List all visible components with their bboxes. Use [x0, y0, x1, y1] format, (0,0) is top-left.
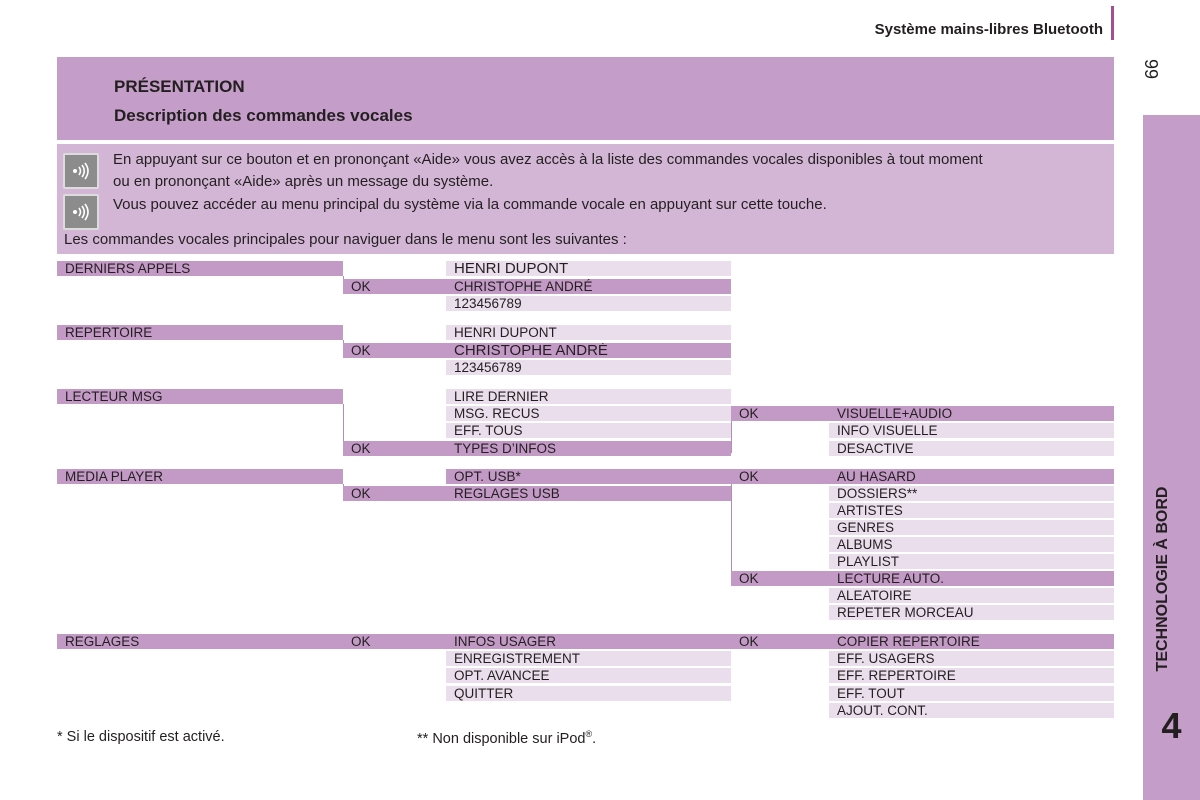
ok-label: OK — [343, 279, 446, 294]
menu-item: CHRISTOPHE ANDRÉ — [446, 279, 731, 294]
footnote-1: * Si le dispositif est activé. — [57, 729, 225, 745]
ok-label: OK — [343, 343, 446, 358]
menu-item: ENREGISTREMENT — [446, 651, 731, 666]
menu-item: LIRE DERNIER — [446, 389, 731, 404]
ok-label: OK — [731, 406, 829, 421]
menu-subitem: PLAYLIST — [829, 554, 1114, 569]
page-number: 99 — [1141, 58, 1161, 80]
ok-label: OK — [343, 634, 446, 649]
menu-item: MSG. RECUS — [446, 406, 731, 421]
ok-label: OK — [343, 441, 446, 456]
section-title: Système mains-libres Bluetooth — [874, 21, 1103, 38]
menu-subitem: ALEATOIRE — [829, 588, 1114, 603]
registered-mark: ® — [585, 729, 593, 739]
info-paragraph-2: Vous pouvez accéder au menu principal du système via la commande vocale en appuyant sur cette touche. — [113, 196, 827, 213]
header-divider — [1111, 6, 1114, 40]
chapter-number: 4 — [1161, 705, 1182, 746]
menu-subitem: REPETER MORCEAU — [829, 605, 1114, 620]
tree-connector — [731, 484, 732, 572]
ok-label: OK — [343, 486, 446, 501]
footnote-2-end: . — [592, 730, 597, 747]
page-subheading: Description des commandes vocales — [114, 106, 413, 125]
menu-subitem: GENRES — [829, 520, 1114, 535]
menu-media-player: MEDIA PLAYER — [57, 469, 343, 484]
ok-label: OK — [731, 469, 829, 484]
footnote-2-text: ** Non disponible sur iPod — [417, 730, 586, 747]
menu-subitem: ALBUMS — [829, 537, 1114, 552]
menu-item: HENRI DUPONT — [446, 325, 731, 340]
menu-repertoire: REPERTOIRE — [57, 325, 343, 340]
menu-item: INFOS USAGER — [446, 634, 731, 649]
ok-label: OK — [731, 634, 829, 649]
menu-subitem: INFO VISUELLE — [829, 423, 1114, 438]
info-paragraph-1-line-1: En appuyant sur ce bouton et en prononçant «Aide» vous avez accès à la liste des commandes vocales disponibles à tout moment — [113, 151, 983, 168]
footnote-2 — [417, 729, 596, 747]
menu-item: QUITTER — [446, 686, 731, 701]
chapter-tab-label: TECHNOLOGIE À BORD — [1154, 486, 1171, 672]
voice-command-icon — [63, 194, 99, 230]
menu-item: 123456789 — [446, 360, 731, 375]
menu-item: CHRISTOPHE ANDRÉ — [446, 343, 731, 358]
menu-subitem: LECTURE AUTO. — [829, 571, 1114, 586]
info-paragraph-3: Les commandes vocales principales pour naviguer dans le menu sont les suivantes : — [64, 231, 627, 248]
menu-subitem: DOSSIERS** — [829, 486, 1114, 501]
ok-label: OK — [731, 571, 829, 586]
voice-command-icon — [63, 153, 99, 189]
menu-subitem: EFF. USAGERS — [829, 651, 1114, 666]
menu-subitem: EFF. TOUT — [829, 686, 1114, 701]
menu-item: OPT. AVANCEE — [446, 668, 731, 683]
tree-connector — [343, 404, 344, 441]
menu-subitem: ARTISTES — [829, 503, 1114, 518]
menu-subitem: AJOUT. CONT. — [829, 703, 1114, 718]
menu-item: OPT. USB* — [446, 469, 731, 484]
menu-subitem: COPIER REPERTOIRE — [829, 634, 1114, 649]
menu-subitem: AU HASARD — [829, 469, 1114, 484]
menu-item: 123456789 — [446, 296, 731, 311]
menu-item: HENRI DUPONT — [446, 261, 731, 276]
menu-lecteur-msg: LECTEUR MSG — [57, 389, 343, 404]
menu-derniers-appels: DERNIERS APPELS — [57, 261, 343, 276]
menu-subitem: EFF. REPERTOIRE — [829, 668, 1114, 683]
menu-subitem: VISUELLE+AUDIO — [829, 406, 1114, 421]
menu-reglages: REGLAGES — [57, 634, 343, 649]
menu-item: TYPES D’INFOS — [446, 441, 731, 456]
page-heading: PRÉSENTATION — [114, 77, 245, 96]
title-box — [57, 57, 1114, 140]
info-paragraph-1-line-2: ou en prononçant «Aide» après un message du système. — [113, 173, 494, 190]
menu-item: EFF. TOUS — [446, 423, 731, 438]
menu-subitem: DESACTIVE — [829, 441, 1114, 456]
menu-item: REGLAGES USB — [446, 486, 731, 501]
